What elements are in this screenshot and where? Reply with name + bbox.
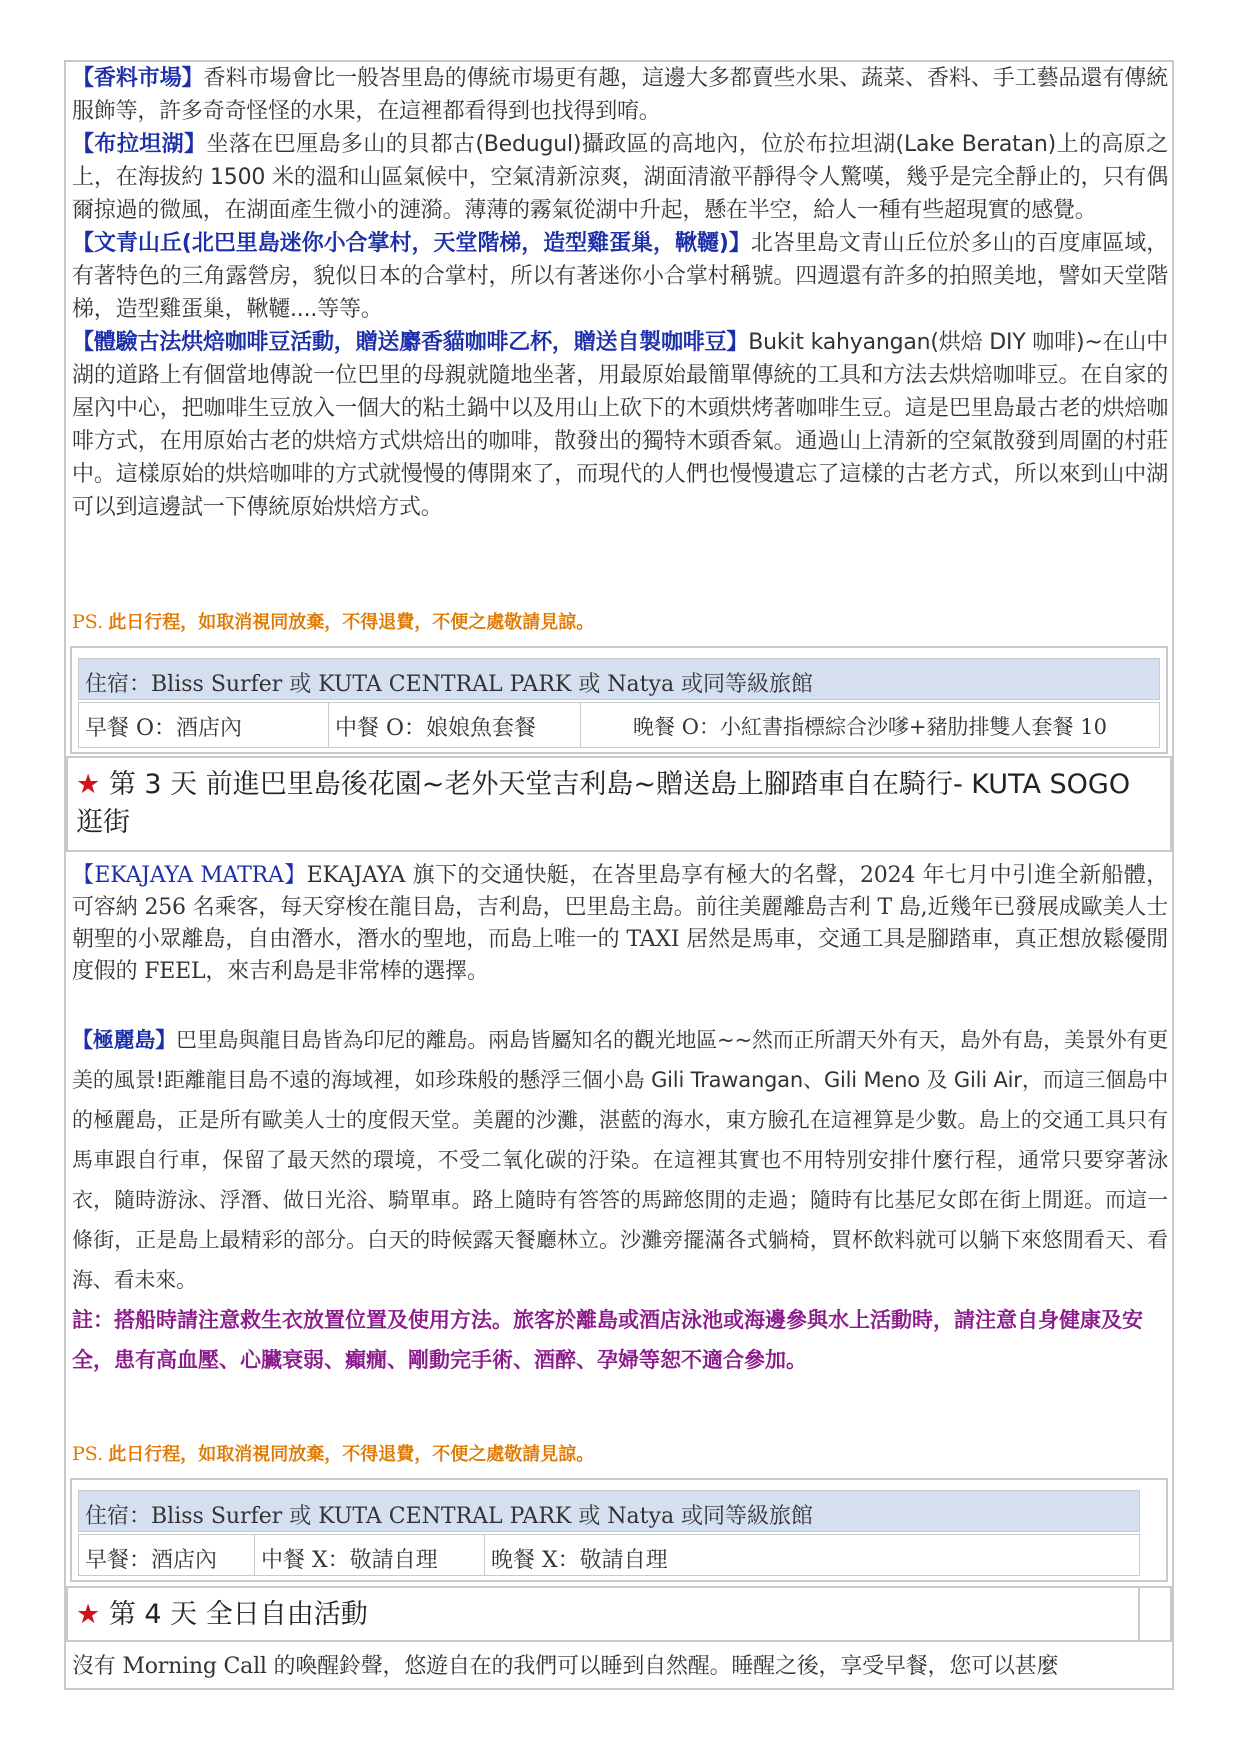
day4-heading	[66, 1586, 1172, 1642]
day3-meals-row	[78, 1534, 1140, 1576]
ekajaya-paragraph: 【EKAJAYA MATRA】EKAJAYA 旗下的交通快艇，在峇里島享有極大的名聲，2024 年七月中引進全新船體，可容納 256 名乘客，每天穿梭在龍目島，吉利島，巴里島主島。前往美麗離島吉利 T 島,近幾年已發展成歐美人士朝聖的小眾離島，自由潛水，潛水的聖地，而島上唯一的 TAXI 居然是馬車，交通工具是腳踏車，真正想放鬆優閒度假的 FEEL，來吉利島是非常棒的選擇。	[72, 863, 1169, 984]
star-icon: ★	[76, 769, 101, 800]
day2-dinner: 晚餐 O：小紅書指標綜合沙嗲+豬肋排雙人套餐 10	[633, 715, 1107, 739]
safety-note: 註：搭船時請注意救生衣放置位置及使用方法。旅客於離島或酒店泳池或海邊參與水上活動時，請注意自身健康及安全，患有高血壓、心臟衰弱、癲癇、剛動完手術、酒醉、孕婦等恕不適合參加。	[72, 1308, 1143, 1372]
lake-beratan-paragraph: 【布拉坦湖】坐落在巴厘島多山的貝都古(Bedugul)攝政區的高地內，位於布拉坦湖(Lake Beratan)上的高原之上，在海拔約 1500 米的溫和山區氣候中，空氣清新涼爽，湖面清澈平靜得令人驚嘆，幾乎是完全靜止的，只有偶爾掠過的微風，在湖面產生微小的漣漪。薄薄的霧氣從湖中升起，懸在半空，給人一種有些超現實的感覺。	[72, 132, 1168, 223]
day2-breakfast: 早餐 O：酒店內	[79, 703, 329, 747]
day2-stay-table	[70, 646, 1168, 754]
hill-village-paragraph: 【文青山丘(北巴里島迷你小合掌村，天堂階梯，造型雞蛋巢，鞦韆)】北峇里島文青山丘位於多山的百度庫區域，有著特色的三角露營房，貌似日本的合掌村，所以有著迷你小合掌村稱號。四週還有許多的拍照美地，譬如天堂階梯，造型雞蛋巢，鞦韆....等等。	[72, 231, 1169, 322]
day4-content	[72, 1650, 1168, 1686]
day3-lunch: 中餐 X：敬請自理	[255, 1535, 485, 1575]
gili-paragraph: 【極麗島】巴里島與龍目島皆為印尼的離島。兩島皆屬知名的觀光地區~~然而正所謂天外有天，島外有島，美景外有更美的風景!距離龍目島不遠的海域裡，如珍珠般的懸浮三個小島 Gili Trawangan、Gili Meno 及 Gili Air，而這三個島中的極麗島，正是所有歐美人士的度假天堂。美麗的沙灘，湛藍的海水，東方臉孔在這裡算是少數。島上的交通工具只有馬車跟自行車，保留了最天然的環境，不受二氧化碳的汙染。在這裡其實也不用特別安排什麼行程，通常只要穿著泳衣，隨時游泳、浮潛、做日光浴、騎單車。路上隨時有答答的馬蹄悠閒的走過；隨時有比基尼女郎在街上閒逛。而這一條街，正是島上最精彩的部分。白天的時候露天餐廳林立。沙灘旁擺滿各式躺椅，買杯飲料就可以躺下來悠閒看天、看海、看未來。	[72, 1028, 1169, 1292]
day3-ekajaya	[72, 860, 1168, 988]
day2-ps-note: PS. 此日行程，如取消視同放棄，不得退費，不便之處敬請見諒。	[72, 611, 595, 633]
day4-paragraph: 沒有 Morning Call 的喚醒鈴聲，悠遊自在的我們可以睡到自然醒。睡醒之後，享受早餐，您可以甚麼	[72, 1654, 1059, 1679]
coffee-roasting-paragraph: 【體驗古法烘焙咖啡豆活動，贈送麝香貓咖啡乙杯，贈送自製咖啡豆】Bukit kahyangan(烘焙 DIY 咖啡)~在山中湖的道路上有個當地傳說一位巴里的母親就隨地坐著，用最原始最簡單傳統的工具和方法去烘焙咖啡豆。在自家的屋內中心，把咖啡生豆放入一個大的粘土鍋中以及用山上砍下的木頭烘烤著咖啡生豆。這是巴里島最古老的烘焙咖啡方式，在用原始古老的烘焙方式烘焙出的咖啡，散發出的獨特木頭香氣。通過山上清新的空氣散發到周圍的村莊中。這樣原始的烘焙咖啡的方式就慢慢的傳開來了，而現代的人們也慢慢遺忘了這樣的古老方式，所以來到山中湖可以到這邊試一下傳統原始烘焙方式。	[72, 330, 1168, 520]
day3-stay-table	[70, 1478, 1168, 1582]
day3-stay-row: 住宿：Bliss Surfer 或 KUTA CENTRAL PARK 或 Natya 或同等級旅館	[78, 1490, 1140, 1532]
day3-gili	[72, 1020, 1168, 1380]
day2-content	[72, 62, 1168, 524]
day3-dinner: 晚餐 X：敬請自理	[491, 1548, 668, 1573]
day2-stay-row: 住宿：Bliss Surfer 或 KUTA CENTRAL PARK 或 Natya 或同等級旅館	[78, 658, 1160, 700]
day3-ps-note: PS. 此日行程，如取消視同放棄，不得退費，不便之處敬請見諒。	[72, 1443, 595, 1465]
day2-meals-row	[78, 702, 1160, 748]
star-icon: ★	[76, 1599, 101, 1630]
day3-title: 第 3 天 前進巴里島後花園~老外天堂吉利島~贈送島上腳踏車自在騎行- KUTA SOGO 逛街	[76, 769, 1131, 838]
day2-lunch: 中餐 O：娘娘魚套餐	[329, 703, 581, 747]
day4-title: 第 4 天 全日自由活動	[108, 1599, 368, 1630]
day3-breakfast: 早餐：酒店內	[79, 1535, 255, 1575]
day3-heading	[66, 756, 1172, 852]
spice-market-paragraph: 【香料市場】香料市場會比一般峇里島的傳統市場更有趣，這邊大多都賣些水果、蔬菜、香料、手工藝品還有傳統服飾等，許多奇奇怪怪的水果，在這裡都看得到也找得到唷。	[72, 66, 1168, 124]
